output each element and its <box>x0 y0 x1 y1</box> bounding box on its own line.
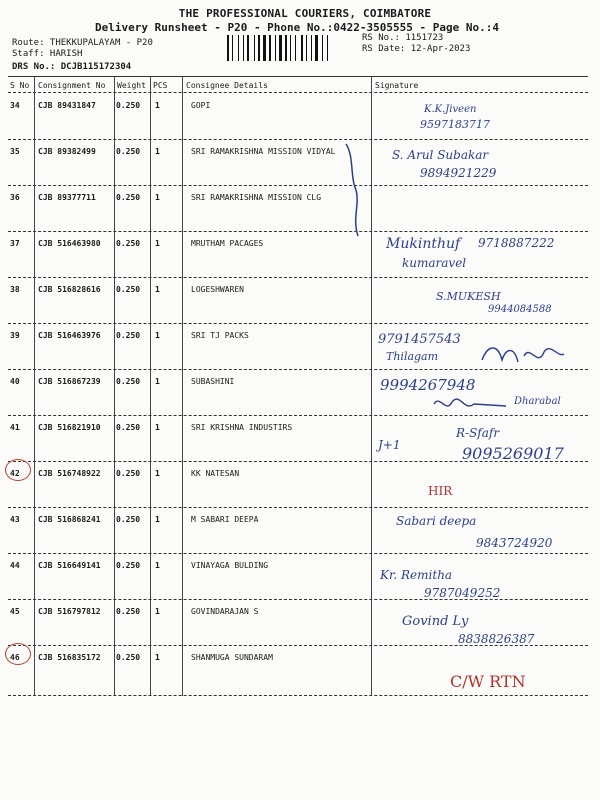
row-separator <box>8 231 588 232</box>
row-pcs: 1 <box>155 515 160 524</box>
row-consignee: M SABARI DEEPA <box>191 515 259 524</box>
row-weight: 0.250 <box>116 147 141 156</box>
staff-label: Staff: HARISH <box>12 49 83 59</box>
rs-date: RS Date: 12-Apr-2023 <box>362 44 471 54</box>
table-row <box>8 142 588 188</box>
signature-phone: 9095269017 <box>462 444 564 463</box>
signature-text: J+1 <box>378 438 401 452</box>
row-weight: 0.250 <box>116 101 141 110</box>
row-consignee: VINAYAGA BULDING <box>191 561 269 570</box>
signature-text: S. Arul Subakar <box>392 148 489 162</box>
row-consignee: KK NATESAN <box>191 469 240 478</box>
row-pcs: 1 <box>155 331 160 340</box>
row-consignee: MRUTHAM PACAGES <box>191 239 264 248</box>
row-consignment: CJB 516797812 <box>38 607 101 616</box>
row-consignee: LOGESHWAREN <box>191 285 244 294</box>
red-circle-mark <box>5 459 31 481</box>
row-weight: 0.250 <box>116 469 141 478</box>
row-sno: 39 <box>10 331 20 340</box>
row-consignee: SRI KRISHNA INDUSTIRS <box>191 423 293 432</box>
table-row <box>8 556 588 602</box>
signature-text: Dharabal <box>514 396 561 407</box>
table-row <box>8 188 588 234</box>
signature-scribble <box>478 338 568 372</box>
row-consignee: GOPI <box>191 101 211 110</box>
signature-text: K.K.Jiveen <box>424 104 477 115</box>
red-circle-mark <box>5 643 31 665</box>
row-consignee: SHANMUGA SUNDARAM <box>191 653 273 662</box>
column-header-signature: Signature <box>375 81 419 90</box>
row-sno: 46 <box>10 653 20 662</box>
route-label: Route: THEKKUPALAYAM - P20 <box>12 38 153 48</box>
column-header-consignment: Consignment No <box>38 81 106 90</box>
row-consignment: CJB 89382499 <box>38 147 96 156</box>
row-consignee: SRI RAMAKRISHNA MISSION CLG <box>191 193 322 202</box>
row-pcs: 1 <box>155 147 160 156</box>
row-consignment: CJB 516821910 <box>38 423 101 432</box>
row-weight: 0.250 <box>116 239 141 248</box>
signature-text: R-Sfafr <box>456 426 500 440</box>
row-sno: 40 <box>10 377 20 386</box>
signature-scribble <box>430 394 510 416</box>
row-consignment: CJB 516748922 <box>38 469 101 478</box>
row-consignee: SRI RAMAKRISHNA MISSION VIDYAL <box>191 147 336 156</box>
signature-phone: 9944084588 <box>488 304 552 315</box>
row-consignee: SUBASHINI <box>191 377 235 386</box>
column-header-pcs: PCS <box>153 81 168 90</box>
row-weight: 0.250 <box>116 377 141 386</box>
row-consignment: CJB 516828616 <box>38 285 101 294</box>
drs-number: DRS No.: DCJB115172304 <box>12 62 132 72</box>
row-weight: 0.250 <box>116 331 141 340</box>
row-separator <box>8 185 588 186</box>
row-separator <box>8 507 588 508</box>
row-separator <box>8 277 588 278</box>
row-consignment: CJB 516649141 <box>38 561 101 570</box>
row-consignment: CJB 516835172 <box>38 653 101 662</box>
signature-phone: 8838826387 <box>458 632 535 646</box>
signature-phone: 9718887222 <box>478 236 555 250</box>
row-sno: 43 <box>10 515 20 524</box>
red-initial-mark: HIR <box>428 484 453 498</box>
row-pcs: 1 <box>155 561 160 570</box>
runsheet-title: THE PROFESSIONAL COURIERS, COIMBATORE <box>178 7 432 20</box>
row-pcs: 1 <box>155 239 160 248</box>
signature-phone: 9843724920 <box>476 536 553 550</box>
row-sno: 44 <box>10 561 20 570</box>
row-sno: 34 <box>10 101 20 110</box>
row-separator <box>8 553 588 554</box>
table-row <box>8 464 588 510</box>
row-pcs: 1 <box>155 653 160 662</box>
row-pcs: 1 <box>155 607 160 616</box>
row-sno: 35 <box>10 147 20 156</box>
signature-text: Govind Ly <box>402 614 469 629</box>
row-weight: 0.250 <box>116 193 141 202</box>
row-consignment: CJB 516868241 <box>38 515 101 524</box>
row-consignment: CJB 516867239 <box>38 377 101 386</box>
signature-phone: 9787049252 <box>424 586 501 600</box>
column-header-sno: S No <box>10 81 30 90</box>
row-consignee: GOVINDARAJAN S <box>191 607 259 616</box>
row-pcs: 1 <box>155 423 160 432</box>
row-separator <box>8 599 588 600</box>
row-pcs: 1 <box>155 377 160 386</box>
signature-text: Thilagam <box>386 350 439 363</box>
row-sno: 37 <box>10 239 20 248</box>
row-sno: 41 <box>10 423 20 432</box>
signature-text: kumaravel <box>402 256 467 270</box>
runsheet-subtitle: Delivery Runsheet - P20 - Phone No.:0422-3505555 - Page No.:4 <box>95 21 499 34</box>
signature-text: Sabari deepa <box>396 514 477 528</box>
table-header-rule <box>8 92 588 93</box>
signature-text: Kr. Remitha <box>380 568 453 582</box>
row-pcs: 1 <box>155 285 160 294</box>
signature-text: S.MUKESH <box>436 290 501 303</box>
row-consignment: CJB 89431847 <box>38 101 96 110</box>
barcode <box>225 35 355 61</box>
row-weight: 0.250 <box>116 285 141 294</box>
row-weight: 0.250 <box>116 423 141 432</box>
row-pcs: 1 <box>155 193 160 202</box>
row-weight: 0.250 <box>116 515 141 524</box>
table-top-rule <box>8 76 588 77</box>
row-consignment: CJB 89377711 <box>38 193 96 202</box>
row-weight: 0.250 <box>116 561 141 570</box>
column-header-consignee: Consignee Details <box>186 81 268 90</box>
signature-phone: 9994267948 <box>380 376 476 394</box>
table-bottom-rule <box>8 695 588 696</box>
row-separator <box>8 139 588 140</box>
signature-phone: 9597183717 <box>420 118 490 131</box>
rs-number: RS No.: 1151723 <box>362 33 444 43</box>
row-consignee: SRI TJ PACKS <box>191 331 249 340</box>
row-consignment: CJB 516463980 <box>38 239 101 248</box>
row-separator <box>8 323 588 324</box>
row-pcs: 1 <box>155 469 160 478</box>
row-sno: 45 <box>10 607 20 616</box>
row-consignment: CJB 516463976 <box>38 331 101 340</box>
bracket-mark <box>340 140 370 240</box>
signature-phone: 9791457543 <box>378 332 461 347</box>
row-pcs: 1 <box>155 101 160 110</box>
red-remark: C/W RTN <box>450 672 526 691</box>
row-weight: 0.250 <box>116 653 141 662</box>
signature-text: Mukinthuf <box>386 236 461 252</box>
signature-phone: 9894921229 <box>420 166 497 180</box>
row-sno: 38 <box>10 285 20 294</box>
row-sno: 42 <box>10 469 20 478</box>
table-row <box>8 96 588 142</box>
row-weight: 0.250 <box>116 607 141 616</box>
table-row <box>8 280 588 326</box>
column-header-weight: Weight <box>117 81 146 90</box>
row-sno: 36 <box>10 193 20 202</box>
